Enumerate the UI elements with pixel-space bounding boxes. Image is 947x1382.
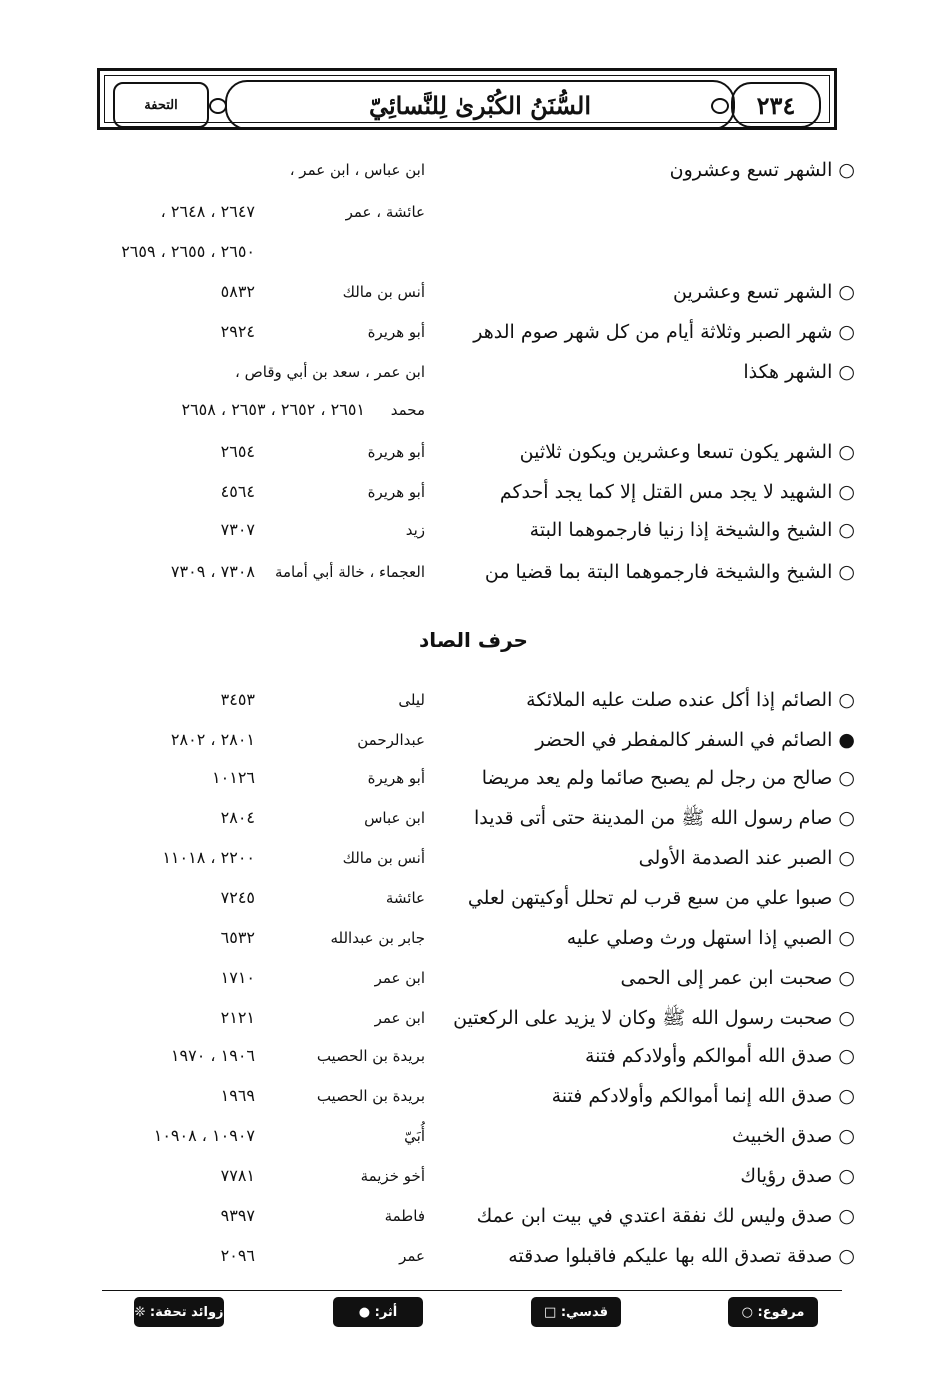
hadith-text: ○ الشهر يكون تسعا وعشرين ويكون ثلاثين — [519, 441, 855, 463]
hadith-text: ○ صبوا علي من سبع قرب لم تحلل أوكيتهن لعلي — [467, 887, 855, 909]
entry-row — [95, 720, 855, 760]
footer-divider — [102, 1290, 842, 1291]
entry-row — [95, 798, 855, 838]
narrator: عبدالرحمن — [357, 731, 425, 749]
hadith-text: ○ الصبر عند الصدمة الأولى — [638, 847, 855, 869]
narrator: أخو خزيمة — [360, 1167, 425, 1185]
hadith-text: ○ شهر الصبر وثلاثة أيام من كل شهر صوم الدهر — [473, 321, 855, 343]
title-box — [225, 80, 735, 130]
entry-row — [95, 312, 855, 352]
entry-row — [95, 272, 855, 312]
entry-row — [95, 510, 855, 550]
narrator: محمد — [390, 401, 425, 419]
narrator: جابر بن عبدالله — [330, 929, 425, 947]
chain-ornament — [711, 98, 729, 114]
entry-row — [95, 1076, 855, 1116]
hadith-text: ○ الشيخ والشيخة فارجموهما البتة بما قضيا من — [484, 561, 855, 583]
hadith-numbers: ٢٩٢٤ — [220, 322, 255, 341]
narrator: ابن عمر — [374, 1009, 425, 1027]
narrator: عمر — [399, 1247, 425, 1265]
entry-row — [95, 1116, 855, 1156]
hadith-text: ○ صدق الخبيث — [732, 1125, 855, 1147]
hadith-numbers: ٧٢٤٥ — [220, 888, 255, 907]
hadith-numbers: ١٩٠٦ ، ١٩٧٠ — [170, 1046, 255, 1065]
section-title: حرف الصاد — [419, 628, 528, 652]
ornament-text: التحفة — [144, 97, 178, 113]
hadith-text: ○ صدق الله إنما أموالكم وأولادكم فتنة — [551, 1085, 855, 1107]
hadith-numbers: ١٠١٢٦ — [212, 768, 255, 787]
entry-row — [95, 918, 855, 958]
hadith-text: ○ صحبت ابن عمر إلى الحمى — [620, 967, 855, 989]
narrator: عائشة ، عمر — [345, 203, 425, 221]
entry-row — [95, 958, 855, 998]
narrator: أُبَيّ — [404, 1127, 425, 1145]
hadith-numbers: ٢٠٩٦ — [220, 1246, 255, 1265]
entry-row — [95, 1036, 855, 1076]
hadith-numbers: ٢٢٠٠ ، ١١٠١٨ — [162, 848, 255, 867]
entry-row — [95, 838, 855, 878]
hadith-text: ○ صدقة تصدق الله بها عليكم فاقبلوا صدقته — [508, 1245, 855, 1267]
narrator: أنس بن مالك — [342, 849, 425, 867]
hadith-numbers: ٢٨٠٤ — [220, 808, 255, 827]
entry-row — [95, 150, 855, 190]
ornament-logo — [113, 82, 209, 128]
hadith-numbers: ٢١٢١ — [220, 1008, 255, 1027]
hadith-numbers: ٧٧٨١ — [220, 1166, 255, 1185]
hadith-text: ○ صدق الله أموالكم وأولادكم فتنة — [585, 1045, 855, 1067]
hadith-numbers: ٢٦٥٤ — [220, 442, 255, 461]
narrator: عائشة — [385, 889, 425, 907]
narrator: زيد — [405, 521, 425, 539]
narrator: العجماء ، خالة أبي أمامة — [274, 563, 425, 581]
hadith-text: ○ صدق رؤياك — [740, 1165, 855, 1187]
entry-row — [95, 232, 855, 272]
narrator: فاطمة — [384, 1207, 425, 1225]
entry-row — [95, 1196, 855, 1236]
page-header — [97, 68, 837, 130]
hadith-numbers: ٧٣٠٧ — [220, 520, 255, 539]
hadith-text: ○ الصائم إذا أكل عنده صلت عليه الملائكة — [526, 689, 855, 711]
legend-zawaid: زوائد تحفة: ❊ — [134, 1297, 224, 1327]
page-number-box — [731, 82, 821, 128]
legend-athar: أثر: ● — [333, 1297, 423, 1327]
page-number: ٢٣٤ — [756, 90, 796, 120]
hadith-text: ○ صحبت رسول الله ﷺ وكان لا يزيد على الركعتين — [453, 1007, 855, 1029]
narrator: ابن عباس ، ابن عمر ، — [289, 161, 425, 179]
narrator: ابن عباس — [364, 809, 425, 827]
entry-row — [95, 878, 855, 918]
hadith-text: ○ صالح من رجل لم يصبح صائما ولم يعد مريضا — [481, 767, 855, 789]
hadith-numbers: ٢٦٤٧ ، ٢٦٤٨ ، — [160, 202, 255, 221]
narrator: أبو هريرة — [367, 483, 425, 501]
hadith-numbers: ١٧١٠ — [220, 968, 255, 987]
entry-row — [95, 390, 855, 430]
hadith-numbers: ٢٦٥١ ، ٢٦٥٢ ، ٢٦٥٣ ، ٢٦٥٨ — [181, 400, 365, 419]
hadith-numbers: ٢٦٥٠ ، ٢٦٥٥ ، ٢٦٥٩ — [121, 242, 255, 261]
entry-row — [95, 472, 855, 512]
narrator: بريدة بن الحصيب — [316, 1047, 425, 1065]
hadith-numbers: ٤٥٦٤ — [220, 482, 255, 501]
hadith-numbers: ٣٤٥٣ — [220, 690, 255, 709]
header-frame — [104, 75, 830, 123]
legend-qudsi: قدسي: □ — [531, 1297, 621, 1327]
hadith-text: ○ الشهر تسع وعشرين — [672, 281, 855, 303]
entry-row — [95, 998, 855, 1038]
hadith-numbers: ٧٣٠٨ ، ٧٣٠٩ — [170, 562, 255, 581]
hadith-text: ○ صدق وليس لك نفقة اعتدي في بيت ابن عمك — [476, 1205, 855, 1227]
entry-row — [95, 680, 855, 720]
entry-row — [95, 758, 855, 798]
entry-row — [95, 352, 855, 392]
entry-row — [95, 192, 855, 232]
entry-row — [95, 432, 855, 472]
hadith-numbers: ٦٥٣٢ — [220, 928, 255, 947]
hadith-text: ○ الشهيد لا يجد مس القتل إلا كما يجد أحدكم — [499, 481, 855, 503]
narrator: ابن عمر ، سعد بن أبي وقاص ، — [235, 363, 425, 381]
hadith-text: ○ الصبي إذا استهل ورث وصلي عليه — [566, 927, 855, 949]
hadith-text: ○ صام رسول الله ﷺ من المدينة حتى أتى قديدا — [473, 807, 855, 829]
book-title: السُّنَنُ الكُبْرىٰ لِلنَّسائِيّ — [368, 90, 592, 120]
entry-row — [95, 1236, 855, 1276]
narrator: أبو هريرة — [367, 769, 425, 787]
narrator: ليلى — [398, 691, 425, 709]
hadith-text: ○ الشهر تسع وعشرون — [669, 159, 855, 181]
narrator: أنس بن مالك — [342, 283, 425, 301]
narrator: بريدة بن الحصيب — [316, 1087, 425, 1105]
narrator: أبو هريرة — [367, 443, 425, 461]
hadith-numbers: ٥٨٣٢ — [220, 282, 255, 301]
legend-marfu: مرفوع: ○ — [728, 1297, 818, 1327]
narrator: ابن عمر — [374, 969, 425, 987]
hadith-text: ○ الشهر هكذا — [743, 361, 855, 383]
entry-row — [95, 1156, 855, 1196]
hadith-numbers: ١٩٦٩ — [220, 1086, 255, 1105]
hadith-numbers: ٢٨٠١ ، ٢٨٠٢ — [170, 730, 255, 749]
hadith-numbers: ١٠٩٠٧ ، ١٠٩٠٨ — [153, 1126, 255, 1145]
narrator: أبو هريرة — [367, 323, 425, 341]
entry-row — [95, 552, 855, 592]
hadith-text: ● الصائم في السفر كالمفطر في الحضر — [535, 729, 855, 751]
hadith-numbers: ٩٣٩٧ — [220, 1206, 255, 1225]
hadith-text: ○ الشيخ والشيخة إذا زنيا فارجموهما البتة — [529, 519, 855, 541]
